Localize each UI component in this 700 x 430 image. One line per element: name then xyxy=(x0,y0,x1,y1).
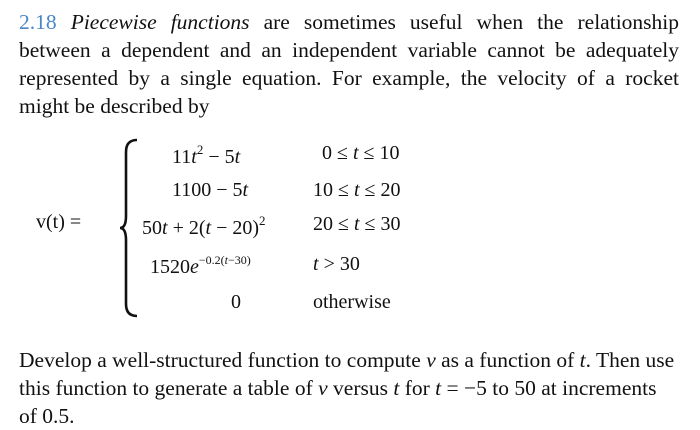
left-brace xyxy=(120,138,140,318)
intro-text: are sometimes useful when the relationship between a dependent and an independent variable cannot be adequately represented by a single equation. For example, the velocity of a rocket might be described by xyxy=(19,10,680,118)
case-expr-5: 0 xyxy=(231,291,241,313)
case-expr-3: $50t + 2(t - 20)^2$ xyxy=(142,213,266,239)
case-expr-1: $11t^2 - 5t$ xyxy=(172,142,241,168)
case-cond-5: otherwise xyxy=(313,291,391,313)
case-cond-3: 20 ≤ t ≤ 30 xyxy=(313,213,401,235)
problem-topic: Piecewise functions xyxy=(70,10,250,34)
problem-instructions: Develop a well-structured function to compute v as a function of t. Then use this function to generate a table of v versus t for t = −5 to 50 at increments of 0.5. xyxy=(19,348,675,428)
case-cond-4: t > 30 xyxy=(313,253,360,275)
case-cond-2: 10 ≤ t ≤ 20 xyxy=(313,179,401,201)
case-cond-1: 0 ≤ t ≤ 10 xyxy=(322,142,400,164)
case-expr-4: $1520e^{-0.2(t-30)}$ xyxy=(150,253,251,278)
problem-number: 2.18 xyxy=(19,10,57,34)
equation-lhs: v(t) = xyxy=(36,211,82,233)
problem-intro xyxy=(19,8,679,120)
case-expr-2: 1100 − 5t xyxy=(172,179,249,201)
